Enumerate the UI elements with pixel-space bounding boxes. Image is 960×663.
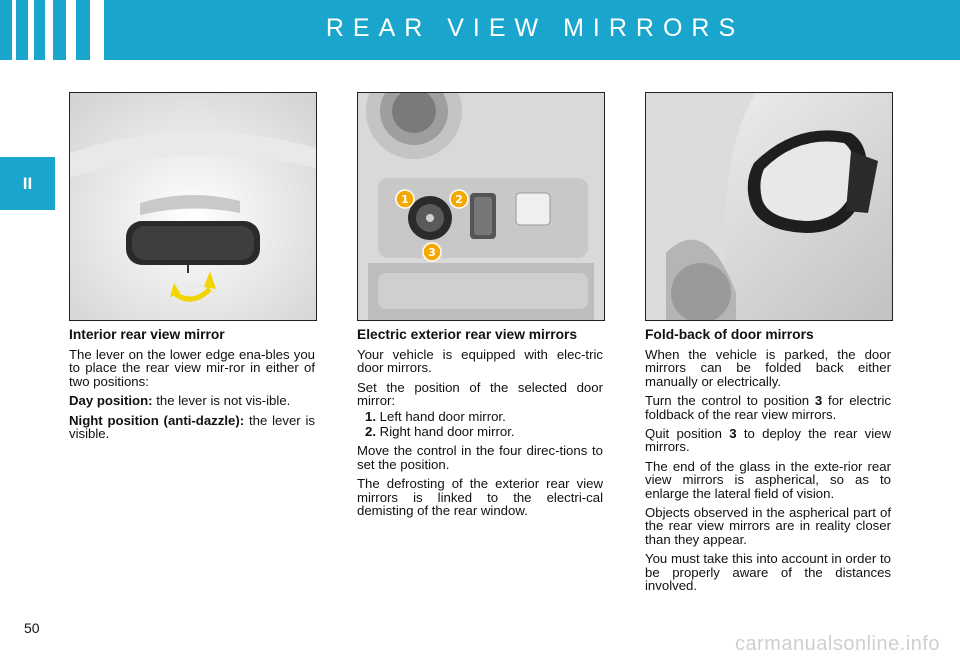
interior-mirror-section [69,327,315,446]
mirror-control-illustration [358,93,604,320]
day-position-paragraph [69,394,315,407]
foldback-mirror-figure [645,92,893,321]
definition: the lever is not vis-ible. [152,393,291,409]
paragraph: Move the control in the four direc-tions to set the position. [357,443,603,472]
position-number: 3 [814,393,823,409]
header-stripe [45,0,53,60]
interior-mirror-illustration [70,93,316,320]
callout-2 [450,190,468,208]
header-stripe [12,0,16,60]
item-number: 1. [365,408,376,424]
svg-text:3: 3 [428,246,436,259]
night-position-paragraph [69,414,315,441]
header-band [0,0,960,60]
item-text: Left hand door mirror. [376,408,506,424]
paragraph: When the vehicle is parked, the door mirrors can be folded back either manually or electrically. [645,347,891,389]
electric-mirror-control-figure [357,92,605,321]
definition: the lever is visible. [69,412,315,442]
paragraph: Objects observed in the aspherical part of the rear view mirrors are in reality closer than they appear. [645,505,891,547]
text: Quit position [645,426,730,442]
watermark: carmanualsonline.info [734,633,940,655]
door-mirror-illustration [646,93,892,320]
text: Turn the control to position [645,393,815,409]
header-stripe [66,0,76,60]
page-title: REAR VIEW MIRRORS [325,14,745,42]
chapter-tab [0,157,55,210]
section-heading: Interior rear view mirror [69,327,225,342]
header-stripe [28,0,34,60]
chapter-label: II [22,173,33,193]
item-text: Right hand door mirror. [376,424,515,440]
term: Night position (anti-dazzle): [69,412,245,428]
paragraph: You must take this into account in order to be properly aware of the distances involved. [645,551,891,594]
text: for electric foldback of the rear view mirrors. [645,393,891,422]
paragraph: Set the position of the selected door mirror: [357,379,603,409]
paragraph [645,394,891,421]
callout-3 [423,243,441,261]
interior-mirror-figure [69,92,317,321]
item-number: 2. [365,424,376,440]
header-stripe [90,0,104,60]
paragraph: The defrosting of the exterior rear view mirrors is linked to the electri-cal demisting of the rear window. [357,476,603,519]
position-number: 3 [729,426,737,442]
paragraph: The end of the glass in the exte-rior rear view mirrors is aspherical, so as to enlarge the lateral field of vision. [645,458,891,501]
paragraph: Your vehicle is equipped with elec-tric door mirrors. [357,347,603,376]
page-number: 50 [24,620,40,636]
foldback-mirror-section [645,327,891,599]
svg-text:2: 2 [455,193,463,206]
paragraph: The lever on the lower edge ena-bles you to place the rear view mir-ror in either of two positions: [69,347,315,389]
list-item [357,425,603,438]
electric-mirror-section [357,327,603,523]
list-item [357,410,603,423]
svg-text:1: 1 [401,193,409,206]
section-heading: Fold-back of door mirrors [645,327,814,342]
callout-1 [396,190,414,208]
text: to deploy the rear view mirrors. [645,426,891,455]
section-heading: Electric exterior rear view mirrors [357,327,578,342]
term: Day position: [69,393,153,409]
paragraph [645,427,891,454]
